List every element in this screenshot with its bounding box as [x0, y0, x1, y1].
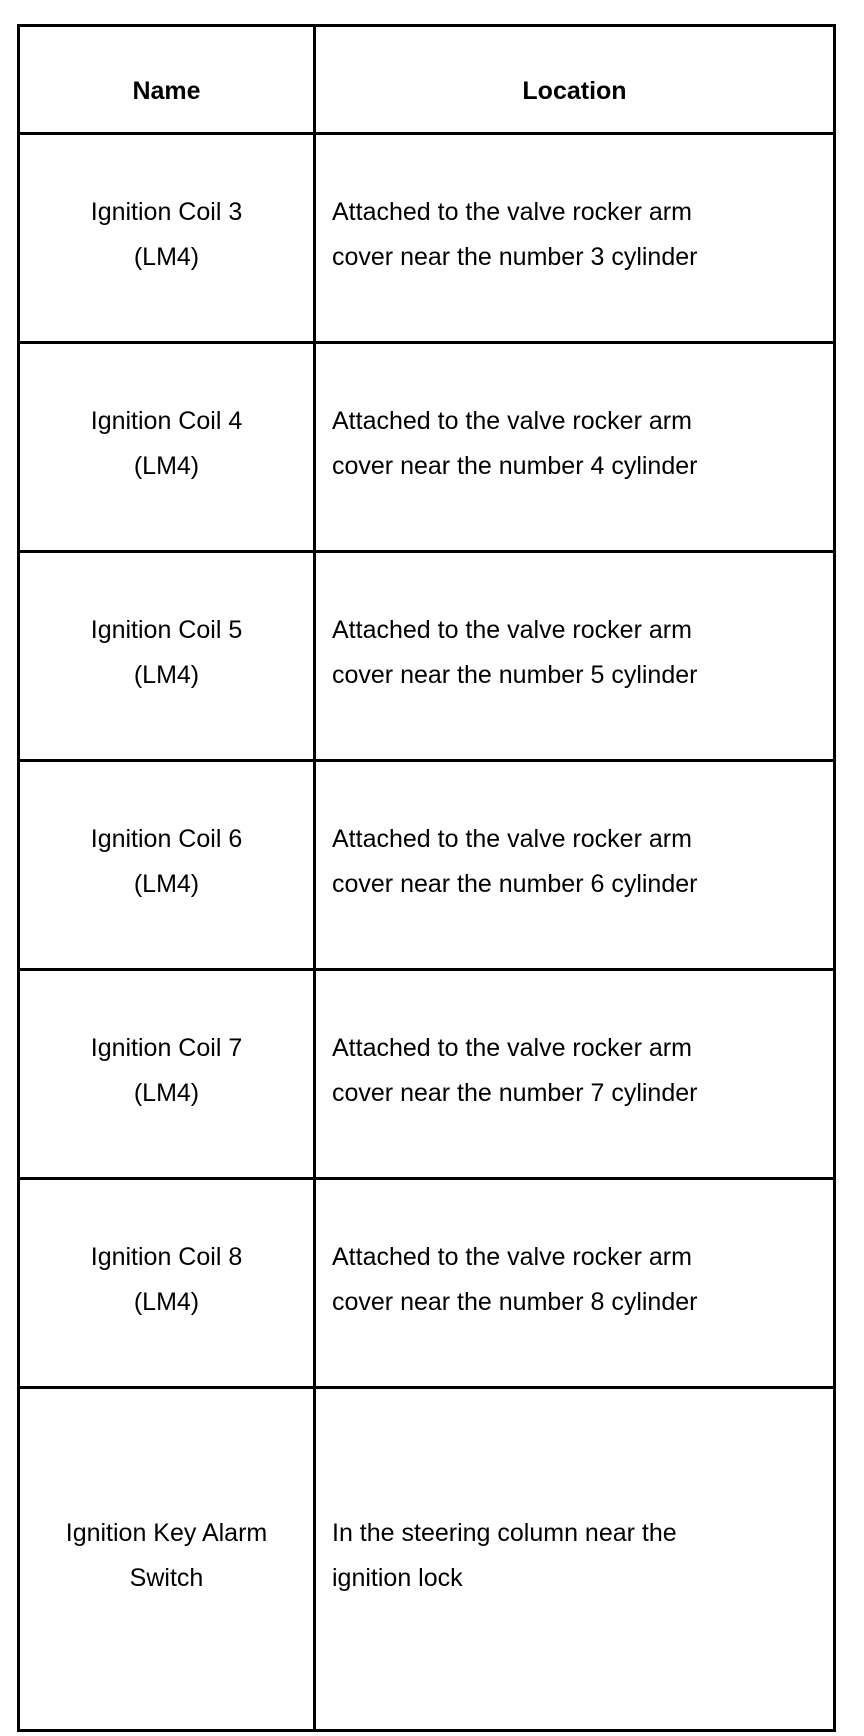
location-text: cover near the number 7 cylinder — [332, 1079, 698, 1107]
component-location-table — [17, 24, 836, 1732]
name-text: (LM4) — [133, 1079, 200, 1107]
location-cell — [315, 970, 835, 1179]
table-row — [19, 343, 835, 552]
table-row — [19, 134, 835, 343]
name-cell — [19, 134, 315, 343]
name-text: Switch — [129, 1564, 204, 1592]
table-row — [19, 552, 835, 761]
location-text: Attached to the valve rocker arm — [332, 1034, 692, 1062]
name-cell — [19, 343, 315, 552]
location-text: cover near the number 4 cylinder — [332, 452, 698, 480]
name-cell — [19, 970, 315, 1179]
name-cell — [19, 761, 315, 970]
name-text: Ignition Coil 5 — [90, 616, 243, 644]
name-text: Ignition Coil 8 — [90, 1243, 243, 1271]
location-text: Attached to the valve rocker arm — [332, 616, 692, 644]
location-text: Attached to the valve rocker arm — [332, 198, 692, 226]
location-text: cover near the number 3 cylinder — [332, 243, 698, 271]
name-text: Ignition Coil 4 — [90, 407, 243, 435]
location-cell — [315, 343, 835, 552]
name-text: (LM4) — [133, 243, 200, 271]
table-row — [19, 1179, 835, 1388]
location-cell — [315, 552, 835, 761]
name-cell — [19, 1388, 315, 1731]
name-cell — [19, 552, 315, 761]
name-text: Ignition Key Alarm — [65, 1519, 268, 1547]
name-text: Ignition Coil 7 — [90, 1034, 243, 1062]
location-text: cover near the number 6 cylinder — [332, 870, 698, 898]
location-text: Attached to the valve rocker arm — [332, 825, 692, 853]
location-column-header: Location — [315, 26, 835, 134]
location-text: cover near the number 5 cylinder — [332, 661, 698, 689]
name-text: (LM4) — [133, 870, 200, 898]
name-text: Ignition Coil 6 — [90, 825, 243, 853]
name-cell — [19, 1179, 315, 1388]
table-row — [19, 761, 835, 970]
location-text: Attached to the valve rocker arm — [332, 1243, 692, 1271]
table-row — [19, 970, 835, 1179]
name-text: (LM4) — [133, 1288, 200, 1316]
name-column-header: Name — [19, 26, 315, 134]
location-cell — [315, 1179, 835, 1388]
table-row — [19, 1388, 835, 1731]
name-text: (LM4) — [133, 661, 200, 689]
location-cell — [315, 1388, 835, 1731]
name-text: Ignition Coil 3 — [90, 198, 243, 226]
table-header-row — [19, 26, 835, 134]
location-cell — [315, 761, 835, 970]
location-text: ignition lock — [332, 1564, 463, 1592]
location-cell — [315, 134, 835, 343]
location-text: In the steering column near the — [332, 1519, 677, 1547]
location-text: cover near the number 8 cylinder — [332, 1288, 698, 1316]
name-text: (LM4) — [133, 452, 200, 480]
location-text: Attached to the valve rocker arm — [332, 407, 692, 435]
